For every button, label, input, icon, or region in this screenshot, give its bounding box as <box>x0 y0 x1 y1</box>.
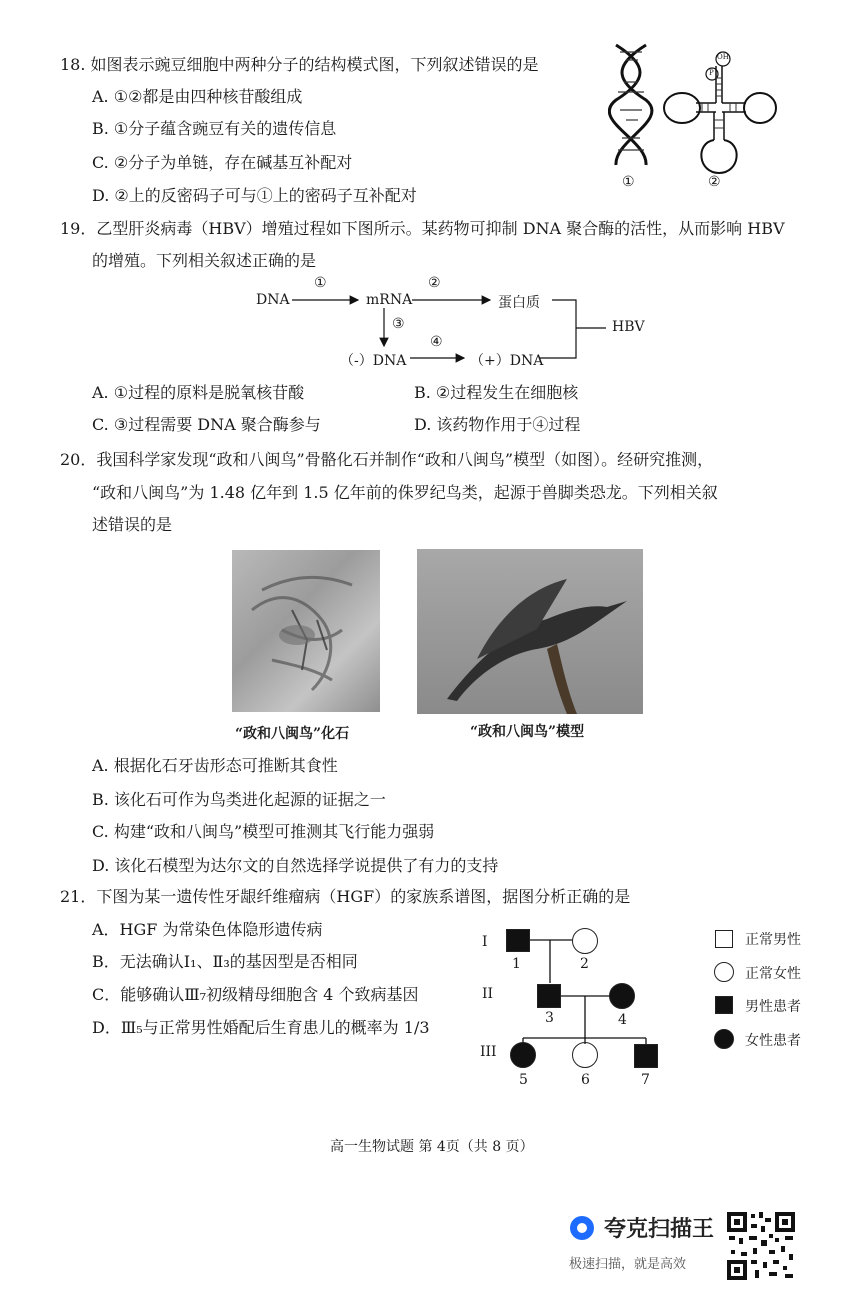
fossil-photo <box>232 550 380 712</box>
generation-i: I <box>482 934 488 950</box>
generation-iii: III <box>480 1044 497 1060</box>
q19-stem-line1: 19．乙型肝炎病毒（HBV）增殖过程如下图所示。某药物可抑制 DNA 聚合酶的活性，从而影响 HBV <box>60 219 785 238</box>
legend-normal-female-icon <box>714 962 734 982</box>
q20-stem-line1: 20．我国科学家发现“政和八闽鸟”骨骼化石并制作“政和八闽鸟”模型（如图）。经研究推测， <box>60 450 714 469</box>
q19-option-d: D. 该药物作用于④过程 <box>414 415 581 434</box>
legend-normal-female: 正常女性 <box>745 966 801 982</box>
q20-stem-line2: “政和八闽鸟”为 1.48 亿年到 1.5 亿年前的侏罗纪鸟类，起源于兽脚类恐龙。下列相关叙 <box>92 483 718 502</box>
model-photo <box>417 549 643 714</box>
watermark-tagline: 极速扫描，就是高效 <box>569 1257 687 1272</box>
fig-label-2: ② <box>708 174 721 190</box>
label-2: 2 <box>580 956 589 972</box>
q18-option-b: B. ①分子蕴含豌豆有关的遗传信息 <box>92 119 337 138</box>
label-5: 5 <box>519 1072 528 1088</box>
flow-pos-dna: （+）DNA <box>470 353 544 369</box>
legend-affected-male: 男性患者 <box>745 999 801 1015</box>
label-7: 7 <box>641 1072 650 1088</box>
q21-option-c: C．能够确认Ⅲ₇初级精母细胞含 4 个致病基因 <box>92 985 419 1004</box>
flow-step2: ② <box>428 275 441 291</box>
caption-model: “政和八闽鸟”模型 <box>470 724 585 740</box>
fig-label-1: ① <box>622 174 635 190</box>
label-4: 4 <box>618 1012 627 1028</box>
individual-3-affected-male <box>537 984 561 1008</box>
q19-option-a: A. ①过程的原料是脱氧核苷酸 <box>92 383 305 402</box>
individual-6-normal-female <box>572 1042 598 1068</box>
legend-affected-female: 女性患者 <box>745 1033 801 1049</box>
flow-dna: DNA <box>256 292 290 308</box>
q18-option-d: D. ②上的反密码子可与①上的密码子互补配对 <box>92 186 417 205</box>
q19-option-c: C. ③过程需要 DNA 聚合酶参与 <box>92 415 321 434</box>
flow-hbv: HBV <box>612 319 645 335</box>
q19-stem-line2: 的增殖。下列相关叙述正确的是 <box>92 251 317 270</box>
flow-step1: ① <box>314 275 327 291</box>
flow-step4: ④ <box>430 334 443 350</box>
trna-oh-label: OH <box>717 53 729 61</box>
flow-neg-dna: （-）DNA <box>340 353 407 369</box>
individual-2-normal-female <box>572 928 598 954</box>
q20-stem-line3: 述错误的是 <box>92 515 173 534</box>
trna-p-label: P <box>709 69 714 77</box>
page-footer: 高一生物试题 第 4页（共 8 页） <box>330 1139 534 1155</box>
q20-option-c: C. 构建“政和八闽鸟”模型可推测其飞行能力强弱 <box>92 822 435 841</box>
q20-option-b: B. 该化石可作为鸟类进化起源的证据之一 <box>92 790 386 809</box>
q18-option-c: C. ②分子为单链，存在碱基互补配对 <box>92 153 353 172</box>
individual-1-affected-male <box>506 929 530 952</box>
flow-mrna: mRNA <box>366 292 413 308</box>
generation-ii: II <box>482 986 494 1002</box>
caption-fossil: “政和八闽鸟”化石 <box>235 726 350 742</box>
watermark-brand: 夸克扫描王 <box>604 1217 715 1242</box>
individual-4-affected-female <box>609 983 635 1009</box>
flow-step3: ③ <box>392 316 405 332</box>
label-3: 3 <box>545 1010 554 1026</box>
label-6: 6 <box>581 1072 590 1088</box>
individual-5-affected-female <box>510 1042 536 1068</box>
q19-option-b: B. ②过程发生在细胞核 <box>414 383 579 402</box>
q20-option-a: A. 根据化石牙齿形态可推断其食性 <box>92 756 338 775</box>
legend-normal-male: 正常男性 <box>745 932 801 948</box>
quark-logo-icon <box>568 1214 596 1242</box>
individual-7-affected-male <box>634 1044 658 1068</box>
q21-stem: 21．下图为某一遗传性牙龈纤维瘤病（HGF）的家族系谱图，据图分析正确的是 <box>60 887 631 906</box>
q18-option-a: A. ①②都是由四种核苷酸组成 <box>92 87 303 106</box>
qr-code-icon <box>725 1210 797 1282</box>
flow-protein: 蛋白质 <box>498 295 540 311</box>
label-1: 1 <box>512 956 521 972</box>
q21-option-d: D．Ⅲ₅与正常男性婚配后生育患儿的概率为 1/3 <box>92 1018 430 1037</box>
q21-option-b: B．无法确认Ⅰ₁、Ⅱ₃的基因型是否相同 <box>92 952 358 971</box>
flow-arrows <box>0 0 860 380</box>
q18-stem: 18. 如图表示豌豆细胞中两种分子的结构模式图，下列叙述错误的是 <box>60 55 539 74</box>
q21-option-a: A．HGF 为常染色体隐形遗传病 <box>92 920 323 939</box>
legend-affected-male-icon <box>715 996 733 1014</box>
legend-normal-male-icon <box>715 930 733 948</box>
q20-option-d: D. 该化石模型为达尔文的自然选择学说提供了有力的支持 <box>92 856 499 875</box>
legend-affected-female-icon <box>714 1029 734 1049</box>
